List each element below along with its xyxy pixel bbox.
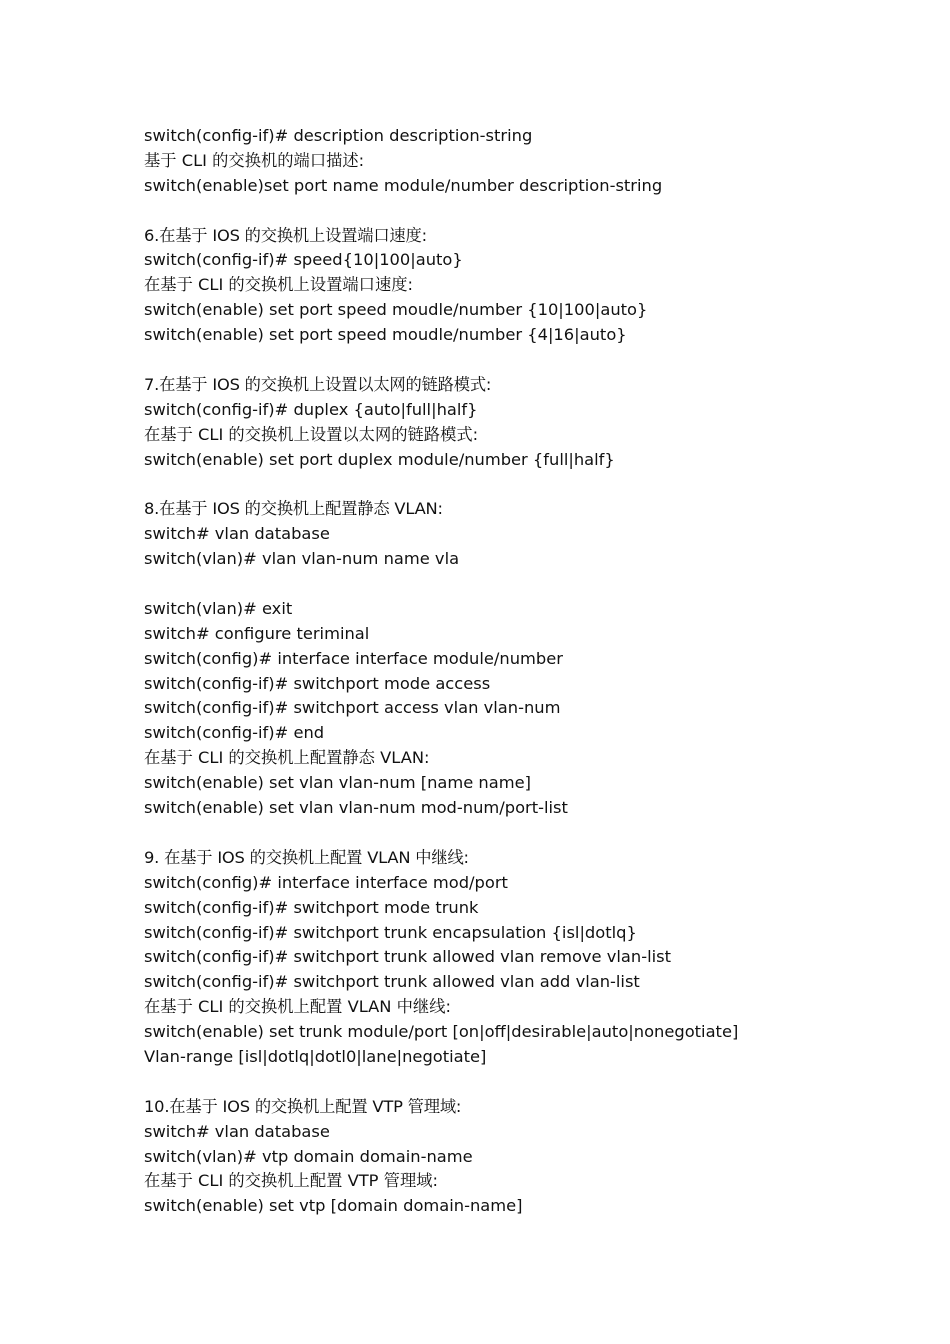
text-line: switch(config-if)# switchport mode access [144,673,491,693]
text-line: switch(vlan)# vlan vlan-num name vla [144,549,460,569]
blank-line [144,348,904,373]
text-line: 在基于 CLI 的交换机上设置端口速度: [144,275,414,295]
text-line: switch(enable) set port speed moudle/number {4|16|auto} [144,325,627,345]
text-line: Vlan-range [isl|dotlq|dotl0|lane|negotiate] [144,1046,487,1066]
text-line: switch(vlan)# exit [144,598,293,618]
text-line: switch# vlan database [144,1121,330,1141]
text-line: switch(enable)set port name module/number description-string [144,175,663,195]
text-line: 在基于 CLI 的交换机上配置 VTP 管理域: [144,1171,438,1191]
section-heading-9: 9. 在基于 IOS 的交换机上配置 VLAN 中继线: [144,847,469,867]
text-line: switch(vlan)# vtp domain domain-name [144,1146,473,1166]
text-line: 基于 CLI 的交换机的端口描述: [144,150,365,170]
text-line: switch(config)# interface interface module/number [144,648,563,668]
text-line: switch(enable) set vlan vlan-num [name name] [144,773,531,793]
text-line: 在基于 CLI 的交换机上设置以太网的链路模式: [144,424,479,444]
text-line: switch(enable) set trunk module/port [on|off|desirable|auto|nonegotiate] [144,1022,739,1042]
blank-line [144,821,904,846]
text-line: 在基于 CLI 的交换机上配置 VLAN 中继线: [144,997,451,1017]
section-heading-10: 10.在基于 IOS 的交换机上配置 VTP 管理域: [144,1096,462,1116]
blank-line [144,572,904,597]
document-body [144,124,904,1219]
section-heading-6: 6.在基于 IOS 的交换机上设置端口速度: [144,225,427,245]
text-line: switch(enable) set port speed moudle/number {10|100|auto} [144,300,648,320]
text-line: switch(config-if)# description description-string [144,126,533,145]
text-line: switch(config-if)# switchport access vlan vlan-num [144,698,561,718]
text-line: switch(enable) set port duplex module/number {full|half} [144,449,615,469]
section-heading-7: 7.在基于 IOS 的交换机上设置以太网的链路模式: [144,374,492,394]
text-line: switch(config-if)# switchport trunk allowed vlan remove vlan-list [144,947,671,967]
text-line: switch(config-if)# switchport trunk encapsulation {isl|dotlq} [144,922,637,942]
blank-line [144,1070,904,1095]
text-line: switch(config-if)# end [144,723,325,743]
text-line: switch# configure teriminal [144,623,370,643]
text-line: switch(config-if)# switchport mode trunk [144,897,479,917]
text-line: switch(config-if)# switchport trunk allowed vlan add vlan-list [144,972,640,992]
text-line: switch(enable) set vlan vlan-num mod-num/port-list [144,798,568,818]
section-heading-8: 8.在基于 IOS 的交换机上配置静态 VLAN: [144,499,443,519]
text-line: switch(config-if)# duplex {auto|full|half} [144,399,478,419]
text-line: 在基于 CLI 的交换机上配置静态 VLAN: [144,748,430,768]
text-line: switch(enable) set vtp [domain domain-name] [144,1196,523,1216]
text-line: switch(config-if)# speed{10|100|auto} [144,250,463,270]
text-line: switch(config)# interface interface mod/port [144,872,508,892]
text-line: switch# vlan database [144,524,330,544]
blank-line [144,199,904,224]
blank-line [144,472,904,497]
